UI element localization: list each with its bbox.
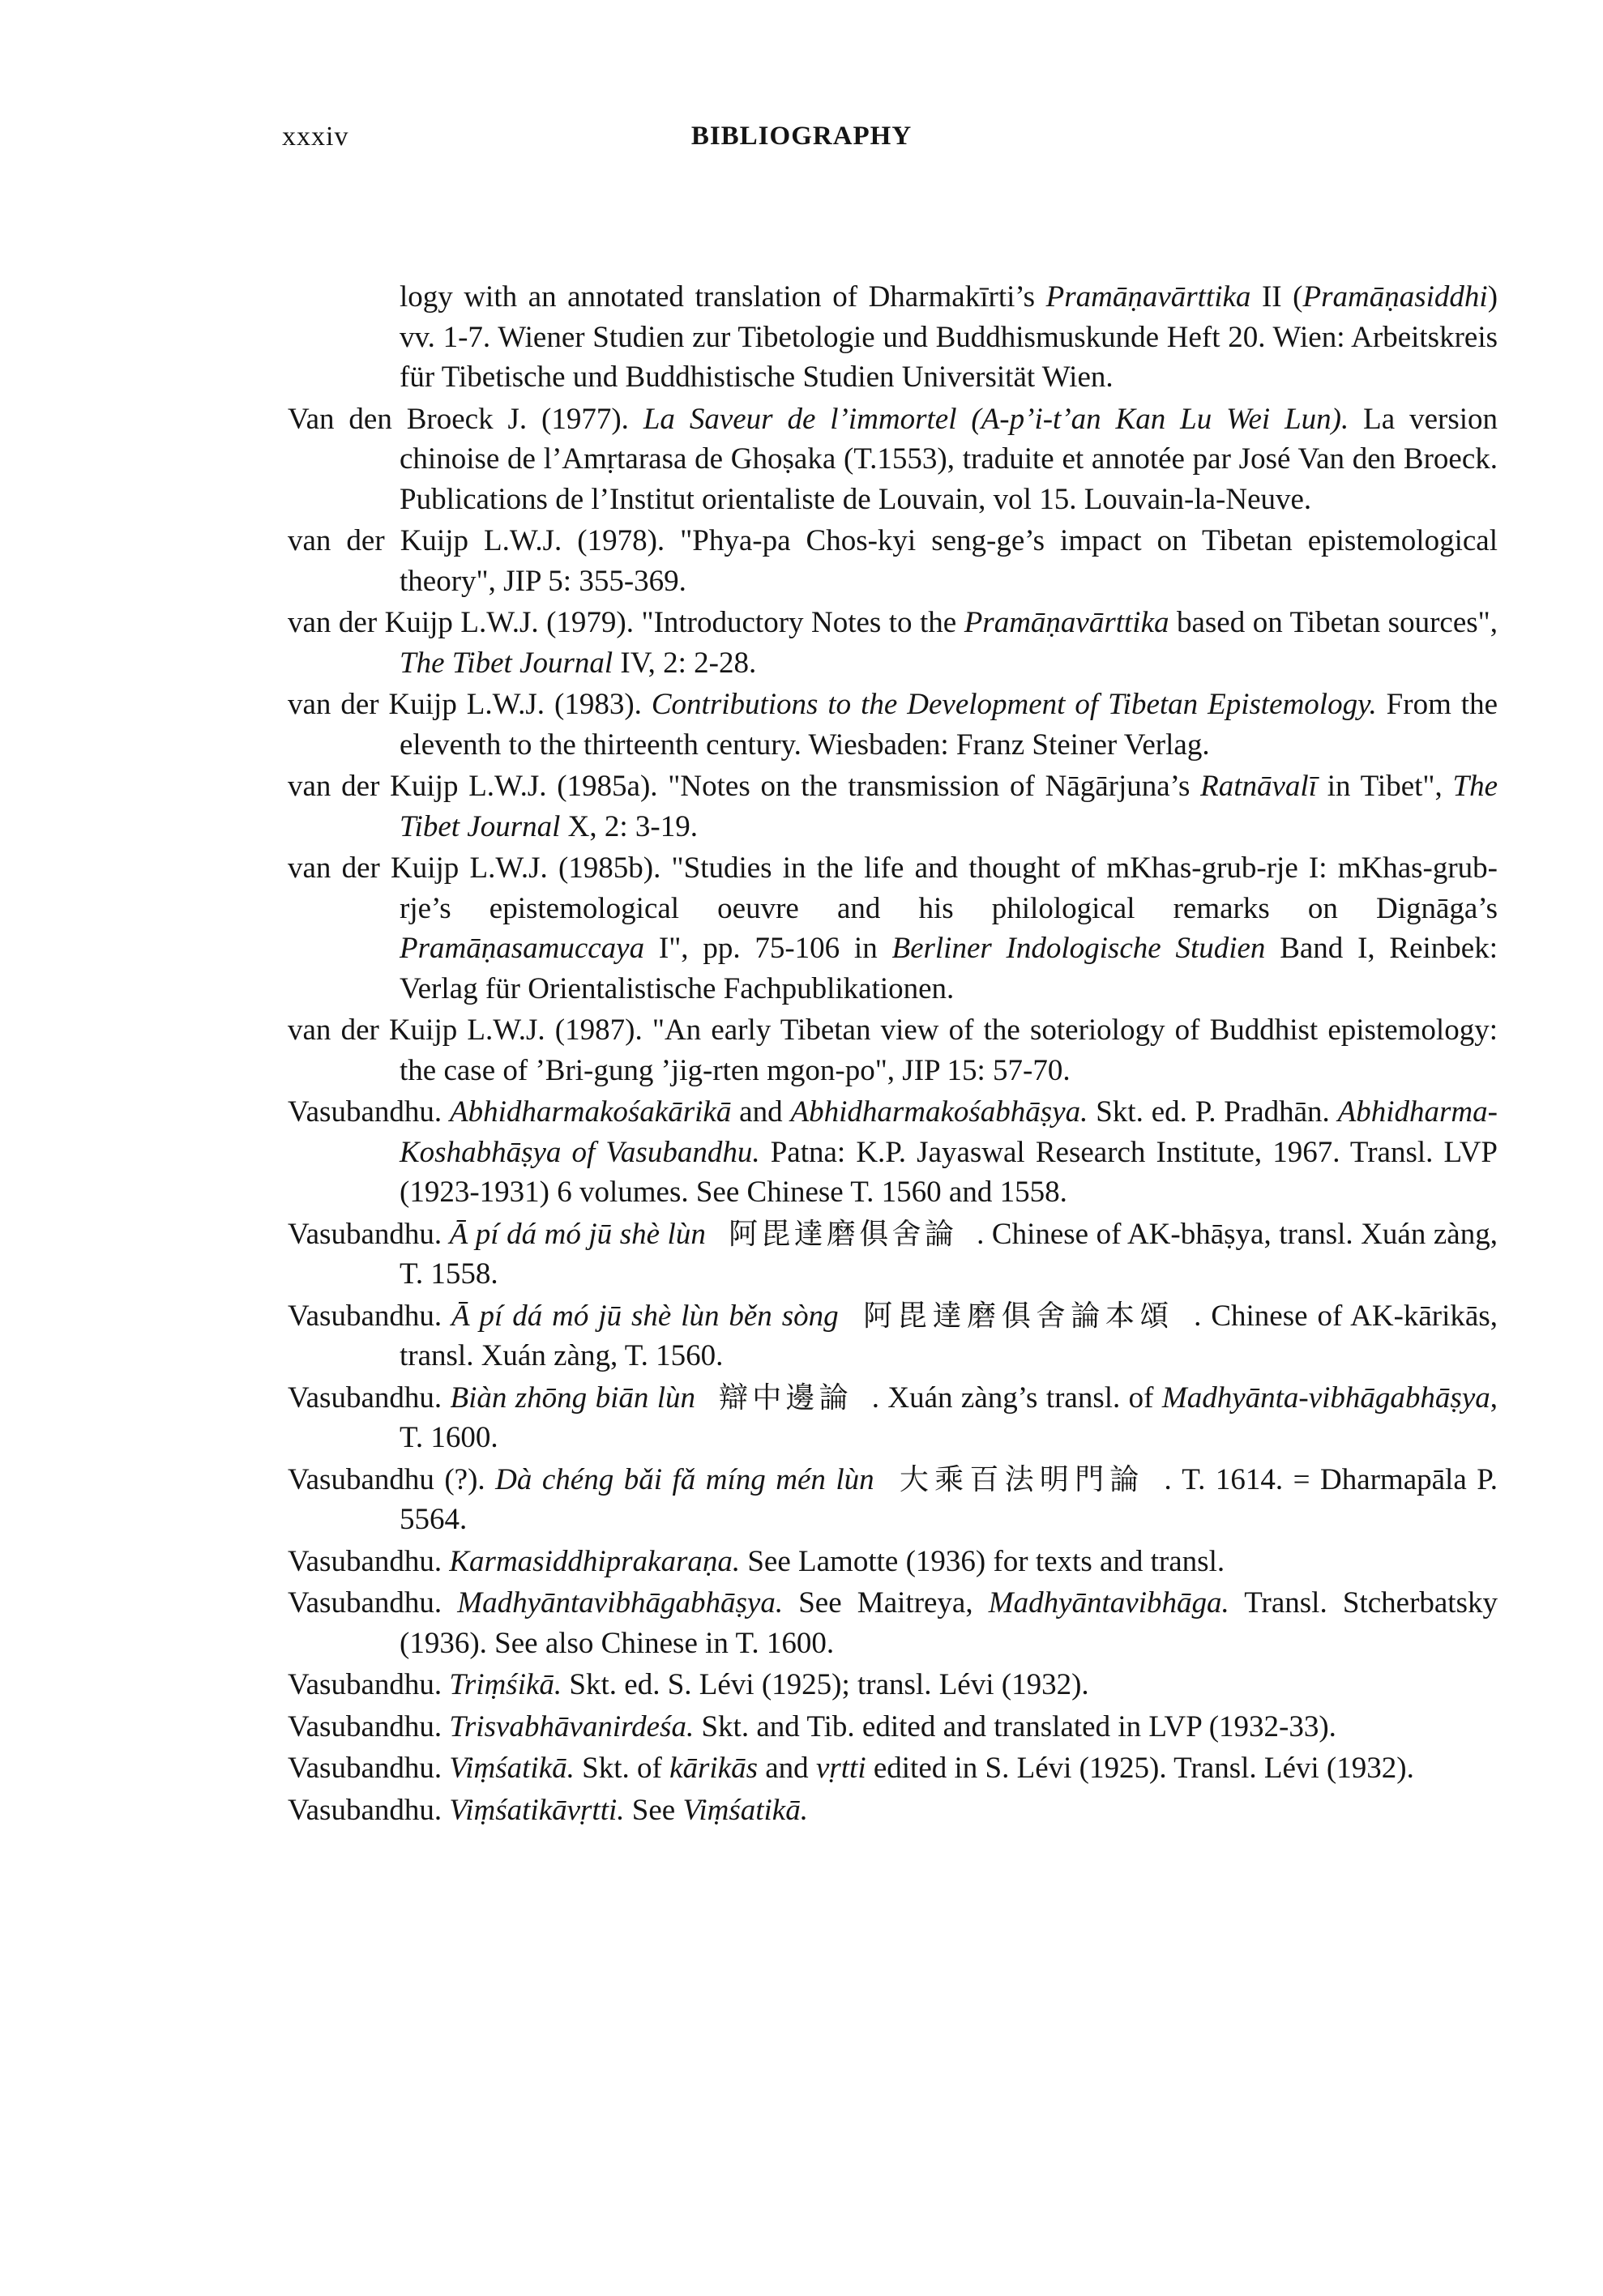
chinese-title: 阿毘達磨俱舍論: [728, 1217, 958, 1251]
page-number: xxxiv: [282, 122, 349, 152]
bibliography-entry: Vasubandhu. Ā pí dá mó jū shè lùn běn sòng 阿毘達磨俱舍論本頌 . Chinese of AK-kārikās, transl. Xuán zàng, T. 1560.: [288, 1299, 1498, 1372]
bibliography-entry: Vasubandhu. Abhidharmakośakārikā and Abhidharmakośabhāṣya. Skt. ed. P. Pradhān. Abhidharma-Koshabhāṣya of Vasubandhu. Patna: K.P. Jayaswal Research Institute, 1967. Transl. LVP (1923-1931) 6 volumes. See Chinese T. 1560 and 1558.: [288, 1095, 1498, 1209]
page-header: [0, 122, 1603, 170]
chinese-title: 辯中邊論: [718, 1381, 853, 1415]
bibliography-entry: van der Kuijp L.W.J. (1983). Contributions to the Development of Tibetan Epistemology. From the eleventh to the thirteenth century. Wiesbaden: Franz Steiner Verlag.: [288, 688, 1498, 762]
bibliography-entry: van der Kuijp L.W.J. (1978). "Phya-pa Chos-kyi seng-ge’s impact on Tibetan epistemological theory", JIP 5: 355-369.: [288, 524, 1498, 598]
bibliography-entry: Vasubandhu. Karmasiddhiprakaraṇa. See Lamotte (1936) for texts and transl.: [288, 1544, 1225, 1578]
bibliography-entry: Vasubandhu. Triṃśikā. Skt. ed. S. Lévi (1925); transl. Lévi (1932).: [288, 1668, 1089, 1701]
bibliography-entry: Vasubandhu. Biàn zhōng biān lùn 辯中邊論 . Xuán zàng’s transl. of Madhyānta-vibhāgabhāṣya, T. 1600.: [288, 1381, 1498, 1454]
running-head: BIBLIOGRAPHY: [690, 122, 913, 151]
bibliography-entry: Vasubandhu. Viṃśatikā. Skt. of kārikās and vṛtti edited in S. Lévi (1925). Transl. Lévi (1932).: [288, 1752, 1414, 1785]
bibliography-entry: Vasubandhu (?). Dà chéng bǎi fǎ míng mén lùn 大乘百法明門論 . T. 1614. = Dharmapāla P. 5564.: [288, 1462, 1498, 1536]
bibliography-list: [288, 277, 1498, 1832]
chinese-title: 阿毘達磨俱舍論本頌: [861, 1299, 1175, 1333]
bibliography-entry: Van den Broeck J. (1977). La Saveur de l’immortel (A-p’i-t’an Kan Lu Wei Lun). La version chinoise de l’Amṛtarasa de Ghoṣaka (T.1553), traduite et annotée par José Van den Broeck. Publications de l’Institut orientaliste de Louvain, vol 15. Louvain-la-Neuve.: [288, 402, 1498, 516]
bibliography-entry: van der Kuijp L.W.J. (1987). "An early Tibetan view of the soteriology of Buddhist epistemology: the case of ’Bri-gung ’jig-rten mgon-po", JIP 15: 57-70.: [288, 1014, 1498, 1087]
bibliography-entry: van der Kuijp L.W.J. (1979). "Introductory Notes to the Pramāṇavārttika based on Tibetan sources", The Tibet Journal IV, 2: 2-28.: [288, 606, 1498, 680]
bibliography-entry: Vasubandhu. Madhyāntavibhāgabhāṣya. See Maitreya, Madhyāntavibhāga. Transl. Stcherbatsky (1936). See also Chinese in T. 1600.: [288, 1586, 1498, 1660]
chinese-title: 大乘百法明門論: [896, 1462, 1145, 1496]
bibliography-entry: van der Kuijp L.W.J. (1985b). "Studies in the life and thought of mKhas-grub-rje I: mKhas-grub-rje’s epistemological oeuvre and his philological remarks on Dignāga’s Pramāṇasamuccaya I", pp. 75-106 in Berliner Indologische Studien Band I, Reinbek: Verlag für Orientalistische Fachpublikationen.: [288, 851, 1498, 1005]
bibliography-entry: Vasubandhu. Ā pí dá mó jū shè lùn 阿毘達磨俱舍論 . Chinese of AK-bhāṣya, transl. Xuán zàng, T. 1558.: [288, 1217, 1498, 1291]
bibliography-entry: Vasubandhu. Trisvabhāvanirdeśa. Skt. and Tib. edited and translated in LVP (1932-33).: [288, 1709, 1336, 1743]
bibliography-entry: logy with an annotated translation of Dharmakīrti’s Pramāṇavārttika II (Pramāṇasiddhi) vv. 1-7. Wiener Studien zur Tibetologie und Buddhismuskunde Heft 20. Wien: Arbeitskreis für Tibetische und Buddhistische Studien Universität Wien.: [400, 280, 1498, 394]
bibliography-entry: van der Kuijp L.W.J. (1985a). "Notes on the transmission of Nāgārjuna’s Ratnāvalī in Tibet", The Tibet Journal X, 2: 3-19.: [288, 770, 1498, 843]
bibliography-entry: Vasubandhu. Viṃśatikāvṛtti. See Viṃśatikā.: [288, 1793, 808, 1827]
